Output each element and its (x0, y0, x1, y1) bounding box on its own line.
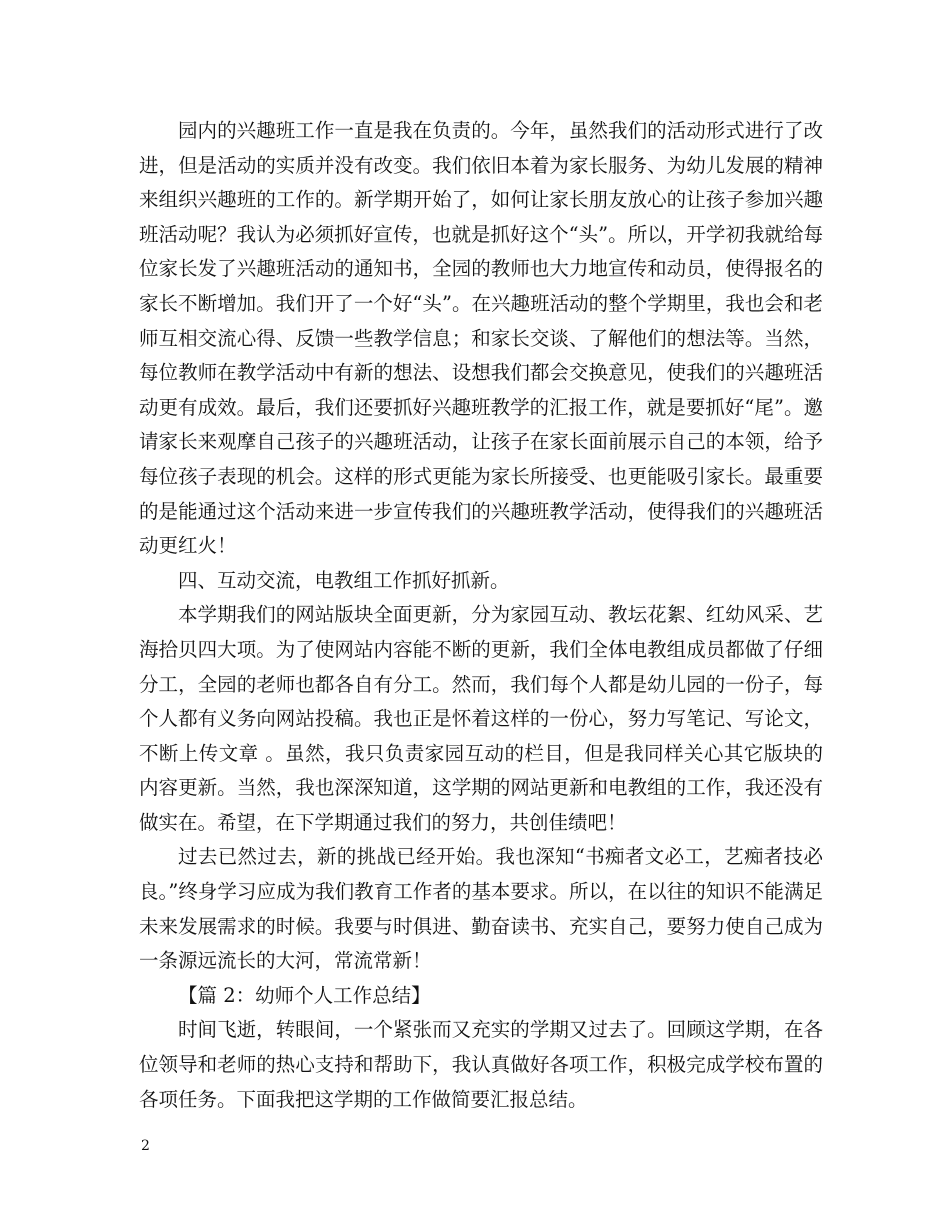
document-body (139, 114, 823, 1117)
paragraph-interest-class: 园内的兴趣班工作一直是我在负责的。今年，虽然我们的活动形式进行了改进，但是活动的实质并没有改变。我们依旧本着为家长服务、为幼儿发展的精神来组织兴趣班的工作的。新学期开始了，如何让家长朋友放心的让孩子参加兴趣班活动呢？我认为必须抓好宣传，也就是抓好这个“头”。所以，开学初我就给每位家长发了兴趣班活动的通知书，全园的教师也大力地宣传和动员，使得报名的家长不断增加。我们开了一个好“头”。在兴趣班活动的整个学期里，我也会和老师互相交流心得、反馈一些教学信息；和家长交谈、了解他们的想法等。当然，每位教师在教学活动中有新的想法、设想我们都会交换意见，使我们的兴趣班活动更有成效。最后，我们还要抓好兴趣班教学的汇报工作，就是要抓好“尾”。邀请家长来观摩自己孩子的兴趣班活动，让孩子在家长面前展示自己的本领，给予每位孩子表现的机会。这样的形式更能为家长所接受、也更能吸引家长。最重要的是能通过这个活动来进一步宣传我们的兴趣班教学活动，使得我们的兴趣班活动更红火！ (139, 119, 823, 558)
page-number: 2 (141, 1138, 150, 1154)
paragraph-website: 本学期我们的网站版块全面更新，分为家园互动、教坛花絮、红幼风采、艺海拾贝四大项。为了使网站内容能不断的更新，我们全体电教组成员都做了仔细分工，全园的老师也都各自有分工。然而，我们每个人都是幼儿园的一份子，每个人都有义务向网站投稿。我也正是怀着这样的一份心，努力写笔记、写论文，不断上传文章 。虽然，我只负责家园互动的栏目，但是我同样关心其它版块的内容更新。当然，我也深深知道，这学期的网站更新和电教组的工作，我还没有做实在。希望，在下学期通过我们的努力，共创佳绩吧！ (139, 603, 823, 834)
paragraph-semester-summary: 时间飞逝，转眼间，一个紧张而又充实的学期又过去了。回顾这学期，在各位领导和老师的热心支持和帮助下，我认真做好各项工作，积极完成学校布置的各项任务。下面我把这学期的工作做简要汇报总结。 (139, 1018, 823, 1111)
article-heading-part-two: 【篇 2：幼师个人工作总结】 (178, 983, 431, 1007)
paragraph-lifelong-learning: 过去已然过去，新的挑战已经开始。我也深知“书痴者文必工，艺痴者技必良。”终身学习应成为我们教育工作者的基本要求。所以，在以往的知识不能满足未来发展需求的时候。我要与时俱进、勤奋读书、充实自己，要努力使自己成为一条源远流长的大河，常流常新！ (139, 845, 823, 973)
section-heading-four: 四、互动交流，电教组工作抓好抓新。 (178, 568, 510, 592)
